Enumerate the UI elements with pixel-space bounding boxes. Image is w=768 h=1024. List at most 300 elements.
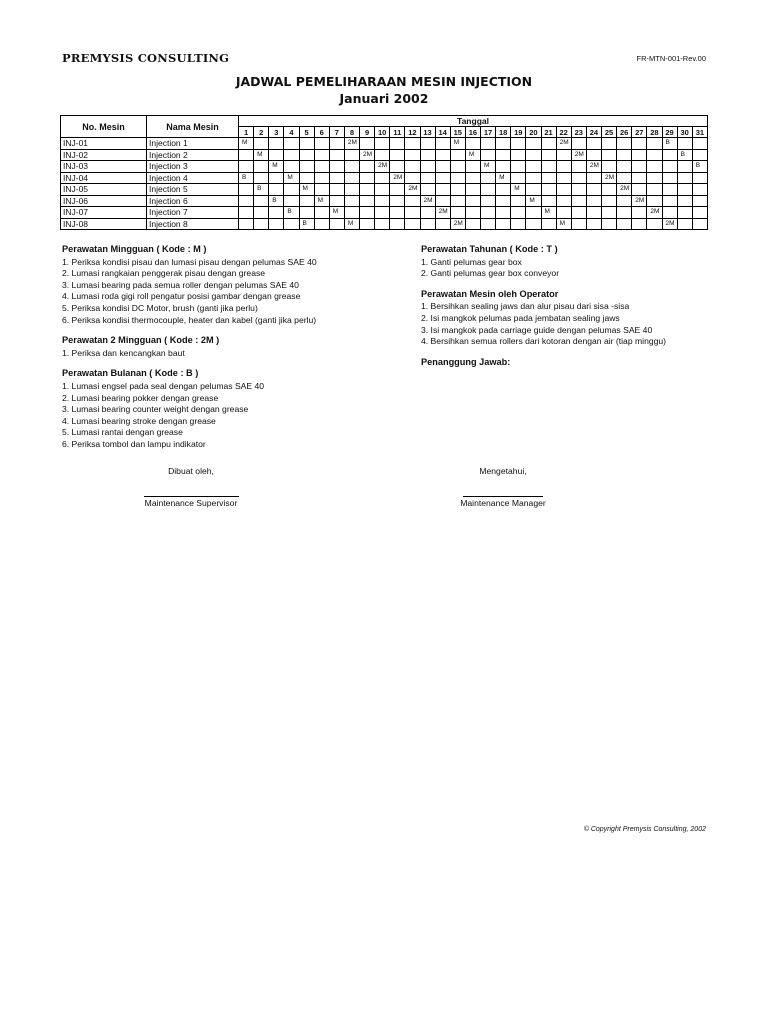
schedule-cell <box>420 138 435 150</box>
list-item: 6. Periksa kondisi thermocouple, heater dan kabel (ganti jika perlu) <box>62 314 317 325</box>
schedule-cell <box>677 172 692 184</box>
schedule-cell <box>526 184 541 196</box>
schedule-cell: M <box>511 184 526 196</box>
schedule-cell <box>692 138 707 150</box>
schedule-cell <box>647 172 662 184</box>
schedule-cell <box>314 184 329 196</box>
schedule-cell <box>647 161 662 173</box>
schedule-cell <box>254 138 269 150</box>
day-header: 18 <box>496 127 511 138</box>
schedule-cell <box>390 218 405 230</box>
schedule-cell <box>405 195 420 207</box>
schedule-cell <box>314 138 329 150</box>
schedule-cell <box>602 184 617 196</box>
schedule-cell <box>526 138 541 150</box>
schedule-cell <box>662 149 677 161</box>
machine-number: INJ-01 <box>61 138 147 150</box>
schedule-cell <box>571 195 586 207</box>
schedule-cell: 2M <box>450 218 465 230</box>
machine-number: INJ-04 <box>61 172 147 184</box>
table-row <box>61 138 708 150</box>
list-item: 2. Lumasi rangkaian penggerak pisau dengan grease <box>62 268 266 279</box>
schedule-cell <box>329 172 344 184</box>
schedule-cell <box>481 207 496 219</box>
schedule-cell <box>299 138 314 150</box>
section-heading: Perawatan Mingguan ( Kode : M ) <box>62 244 207 254</box>
day-header: 7 <box>329 127 344 138</box>
schedule-cell <box>511 172 526 184</box>
schedule-cell <box>632 138 647 150</box>
schedule-cell <box>496 184 511 196</box>
schedule-cell <box>299 149 314 161</box>
day-header: 9 <box>360 127 375 138</box>
document-number: FR-MTN-001-Rev.00 <box>636 54 706 63</box>
machine-number: INJ-08 <box>61 218 147 230</box>
day-header: 14 <box>435 127 450 138</box>
schedule-cell <box>586 138 601 150</box>
document-title: JADWAL PEMELIHARAAN MESIN INJECTION <box>235 74 533 89</box>
schedule-cell <box>556 172 571 184</box>
schedule-cell: 2M <box>390 172 405 184</box>
table-row <box>61 161 708 173</box>
copyright-notice: © Copyright Premysis Consulting, 2002 <box>583 826 706 833</box>
day-header: 8 <box>344 127 359 138</box>
schedule-cell <box>586 184 601 196</box>
section-heading: Penanggung Jawab: <box>421 356 511 367</box>
schedule-cell <box>269 184 284 196</box>
schedule-cell: 2M <box>556 138 571 150</box>
day-header: 24 <box>586 127 601 138</box>
table-row <box>61 207 708 219</box>
schedule-cell <box>571 207 586 219</box>
signature-line <box>463 496 543 497</box>
schedule-cell <box>360 138 375 150</box>
schedule-cell <box>526 218 541 230</box>
schedule-cell: 2M <box>435 207 450 219</box>
schedule-cell <box>602 218 617 230</box>
schedule-cell <box>632 161 647 173</box>
schedule-cell <box>375 149 390 161</box>
schedule-cell <box>677 195 692 207</box>
list-item: 5. Periksa kondisi DC Motor, brush (ganti jika perlu) <box>62 302 258 313</box>
schedule-cell <box>465 138 480 150</box>
schedule-cell <box>481 195 496 207</box>
schedule-cell <box>617 161 632 173</box>
schedule-cell <box>602 138 617 150</box>
schedule-cell <box>420 218 435 230</box>
schedule-cell <box>405 207 420 219</box>
header-tanggal: Tanggal <box>239 116 708 127</box>
schedule-cell <box>314 161 329 173</box>
schedule-cell <box>299 172 314 184</box>
maintenance-schedule-table <box>60 115 708 230</box>
instruction-section <box>421 244 666 280</box>
schedule-cell <box>405 161 420 173</box>
schedule-cell: M <box>299 184 314 196</box>
schedule-cell <box>541 172 556 184</box>
schedule-cell: M <box>329 207 344 219</box>
schedule-cell <box>677 218 692 230</box>
schedule-cell <box>344 161 359 173</box>
schedule-cell <box>284 184 299 196</box>
document-period: Januari 2002 <box>339 91 429 106</box>
schedule-cell <box>284 218 299 230</box>
schedule-cell <box>541 184 556 196</box>
day-header: 1 <box>239 127 254 138</box>
schedule-cell <box>450 161 465 173</box>
day-header: 3 <box>269 127 284 138</box>
schedule-cell <box>632 149 647 161</box>
section-heading: Perawatan 2 Mingguan ( Kode : 2M ) <box>62 335 220 346</box>
schedule-cell <box>647 195 662 207</box>
schedule-cell: 2M <box>617 184 632 196</box>
schedule-cell <box>541 218 556 230</box>
schedule-cell <box>329 138 344 150</box>
day-header: 31 <box>692 127 707 138</box>
schedule-cell <box>526 172 541 184</box>
machine-name: Injection 6 <box>147 195 239 207</box>
schedule-cell <box>420 207 435 219</box>
table-row <box>61 184 708 196</box>
schedule-cell <box>314 149 329 161</box>
list-item: 2. Ganti pelumas gear box conveyor <box>421 268 560 279</box>
schedule-cell <box>390 207 405 219</box>
list-item: 3. Isi mangkok pada carriage guide dengan pelumas SAE 40 <box>421 324 653 335</box>
machine-number: INJ-02 <box>61 149 147 161</box>
list-item: 5. Lumasi rantai dengan grease <box>62 427 183 438</box>
instruction-section <box>421 289 666 348</box>
schedule-cell <box>511 218 526 230</box>
schedule-cell: B <box>254 184 269 196</box>
day-header: 5 <box>299 127 314 138</box>
schedule-cell: M <box>526 195 541 207</box>
list-item: 2. Isi mangkok pelumas pada jembatan sealing jaws <box>421 312 620 323</box>
schedule-cell <box>632 184 647 196</box>
approved-by-role: Maintenance Manager <box>460 498 546 508</box>
schedule-cell <box>435 138 450 150</box>
schedule-cell: M <box>496 172 511 184</box>
schedule-cell <box>465 207 480 219</box>
schedule-cell <box>602 161 617 173</box>
schedule-cell <box>617 138 632 150</box>
schedule-cell <box>465 172 480 184</box>
schedule-cell <box>662 195 677 207</box>
machine-name: Injection 2 <box>147 149 239 161</box>
schedule-cell <box>465 195 480 207</box>
schedule-cell <box>360 172 375 184</box>
list-item: 4. Lumasi roda gigi roll pengatur posisi gambar dengan grease <box>62 291 301 302</box>
schedule-cell <box>390 184 405 196</box>
left-instructions <box>62 244 317 451</box>
schedule-cell <box>375 207 390 219</box>
schedule-cell: B <box>662 138 677 150</box>
schedule-cell <box>450 149 465 161</box>
schedule-cell <box>254 195 269 207</box>
schedule-cell <box>541 138 556 150</box>
schedule-cell <box>254 218 269 230</box>
schedule-cell: 2M <box>420 195 435 207</box>
list-item: 1. Bersihkan sealing jaws dan alur pisau dari sisa -sisa <box>421 301 630 312</box>
schedule-cell <box>269 172 284 184</box>
machine-number: INJ-06 <box>61 195 147 207</box>
schedule-cell <box>496 138 511 150</box>
schedule-cell <box>390 149 405 161</box>
schedule-cell <box>556 149 571 161</box>
schedule-cell <box>284 138 299 150</box>
schedule-cell <box>360 218 375 230</box>
schedule-cell <box>662 161 677 173</box>
schedule-cell <box>390 195 405 207</box>
machine-name: Injection 8 <box>147 218 239 230</box>
schedule-cell: B <box>269 195 284 207</box>
schedule-cell <box>405 172 420 184</box>
schedule-cell <box>284 161 299 173</box>
schedule-cell <box>662 184 677 196</box>
approved-by-label: Mengetahui, <box>479 466 527 476</box>
schedule-cell <box>405 138 420 150</box>
schedule-cell <box>677 138 692 150</box>
schedule-cell <box>420 184 435 196</box>
day-header: 12 <box>405 127 420 138</box>
schedule-cell <box>360 195 375 207</box>
schedule-cell <box>617 207 632 219</box>
table-row <box>61 195 708 207</box>
schedule-cell <box>239 149 254 161</box>
schedule-cell <box>375 172 390 184</box>
schedule-cell <box>481 149 496 161</box>
schedule-cell <box>465 161 480 173</box>
schedule-cell: 2M <box>647 207 662 219</box>
schedule-cell <box>390 138 405 150</box>
schedule-cell <box>269 207 284 219</box>
header-no-mesin: No. Mesin <box>61 116 147 138</box>
list-item: 4. Lumasi bearing stroke dengan grease <box>62 415 216 426</box>
schedule-cell <box>239 218 254 230</box>
schedule-cell: M <box>450 138 465 150</box>
schedule-cell <box>662 172 677 184</box>
instruction-section <box>62 368 317 450</box>
schedule-cell <box>617 172 632 184</box>
schedule-cell <box>541 161 556 173</box>
schedule-cell <box>496 207 511 219</box>
schedule-cell <box>541 149 556 161</box>
schedule-cell <box>360 161 375 173</box>
schedule-cell <box>526 149 541 161</box>
schedule-cell: B <box>692 161 707 173</box>
schedule-cell <box>692 195 707 207</box>
schedule-cell <box>360 184 375 196</box>
schedule-cell <box>329 195 344 207</box>
schedule-cell <box>511 161 526 173</box>
schedule-cell: 2M <box>632 195 647 207</box>
schedule-cell <box>314 172 329 184</box>
schedule-cell <box>299 195 314 207</box>
schedule-cell <box>617 195 632 207</box>
schedule-cell: M <box>254 149 269 161</box>
schedule-cell <box>329 218 344 230</box>
schedule-cell <box>481 218 496 230</box>
day-header: 11 <box>390 127 405 138</box>
machine-number: INJ-07 <box>61 207 147 219</box>
schedule-cell: B <box>677 149 692 161</box>
schedule-cell <box>586 207 601 219</box>
schedule-cell <box>435 184 450 196</box>
schedule-cell <box>647 138 662 150</box>
schedule-cell <box>556 184 571 196</box>
schedule-cell <box>571 184 586 196</box>
day-header: 4 <box>284 127 299 138</box>
schedule-cell <box>329 161 344 173</box>
day-header: 21 <box>541 127 556 138</box>
day-header: 23 <box>571 127 586 138</box>
schedule-cell <box>405 218 420 230</box>
day-header: 6 <box>314 127 329 138</box>
schedule-cell <box>496 218 511 230</box>
day-header: 2 <box>254 127 269 138</box>
schedule-cell: B <box>284 207 299 219</box>
day-header: 26 <box>617 127 632 138</box>
schedule-cell <box>375 195 390 207</box>
day-header: 17 <box>481 127 496 138</box>
schedule-cell <box>511 207 526 219</box>
schedule-cell <box>420 149 435 161</box>
schedule-cell <box>556 195 571 207</box>
schedule-cell: M <box>344 218 359 230</box>
schedule-cell <box>556 161 571 173</box>
schedule-cell <box>254 172 269 184</box>
schedule-cell <box>586 218 601 230</box>
schedule-cell <box>344 149 359 161</box>
schedule-cell <box>420 172 435 184</box>
day-header: 15 <box>450 127 465 138</box>
schedule-cell <box>526 161 541 173</box>
machine-name: Injection 4 <box>147 172 239 184</box>
schedule-cell <box>496 149 511 161</box>
schedule-cell <box>556 207 571 219</box>
schedule-cell: M <box>314 195 329 207</box>
schedule-cell: 2M <box>662 218 677 230</box>
machine-number: INJ-03 <box>61 161 147 173</box>
list-item: 1. Ganti pelumas gear box <box>421 256 522 267</box>
schedule-cell <box>602 195 617 207</box>
schedule-cell <box>571 138 586 150</box>
schedule-cell <box>420 161 435 173</box>
schedule-cell <box>481 138 496 150</box>
schedule-cell <box>511 149 526 161</box>
prepared-by-label: Dibuat oleh, <box>168 466 214 476</box>
schedule-cell <box>405 149 420 161</box>
schedule-cell <box>239 184 254 196</box>
section-heading: Perawatan Tahunan ( Kode : T ) <box>421 244 558 254</box>
schedule-cell <box>435 218 450 230</box>
day-header: 29 <box>662 127 677 138</box>
schedule-cell <box>344 172 359 184</box>
schedule-cell <box>435 172 450 184</box>
list-item: 3. Lumasi bearing pada semua roller dengan pelumas SAE 40 <box>62 279 299 290</box>
machine-name: Injection 7 <box>147 207 239 219</box>
schedule-cell <box>299 161 314 173</box>
instruction-section <box>421 357 666 369</box>
schedule-cell <box>617 149 632 161</box>
day-header: 22 <box>556 127 571 138</box>
schedule-cell: 2M <box>405 184 420 196</box>
approved-by-block <box>452 466 554 508</box>
list-item: 1. Periksa kondisi pisau dan lumasi pisau dengan pelumas SAE 40 <box>62 256 317 267</box>
schedule-cell <box>602 149 617 161</box>
schedule-cell <box>632 172 647 184</box>
schedule-cell <box>586 195 601 207</box>
day-header: 19 <box>511 127 526 138</box>
schedule-cell: 2M <box>602 172 617 184</box>
prepared-by-block <box>140 466 242 508</box>
instruction-section <box>62 335 317 359</box>
list-item: 1. Periksa dan kencangkan baut <box>62 347 185 358</box>
schedule-cell <box>450 195 465 207</box>
schedule-cell <box>677 207 692 219</box>
list-item: 3. Lumasi bearing counter weight dengan grease <box>62 404 249 415</box>
schedule-cell: 2M <box>586 161 601 173</box>
schedule-cell <box>314 207 329 219</box>
machine-name: Injection 5 <box>147 184 239 196</box>
schedule-cell: 2M <box>344 138 359 150</box>
header-nama-mesin: Nama Mesin <box>147 116 239 138</box>
day-header: 27 <box>632 127 647 138</box>
schedule-cell <box>526 207 541 219</box>
prepared-by-role: Maintenance Supervisor <box>144 498 238 508</box>
schedule-cell <box>329 184 344 196</box>
schedule-cell <box>692 207 707 219</box>
schedule-cell <box>632 218 647 230</box>
list-item: 6. Periksa tombol dan lampu indikator <box>62 438 206 449</box>
schedule-cell <box>269 138 284 150</box>
schedule-cell <box>586 172 601 184</box>
schedule-cell <box>299 207 314 219</box>
schedule-cell <box>677 161 692 173</box>
schedule-cell <box>239 161 254 173</box>
section-heading: Perawatan Bulanan ( Kode : B ) <box>62 368 199 379</box>
list-item: 1. Lumasi engsel pada seal dengan pelumas SAE 40 <box>62 380 265 391</box>
signature-line <box>144 496 239 497</box>
schedule-cell: B <box>299 218 314 230</box>
schedule-cell <box>375 138 390 150</box>
schedule-cell <box>254 207 269 219</box>
list-item: 4. Bersihkan semua rollers dari kotoran dengan air (tiap minggu) <box>421 336 667 347</box>
schedule-cell <box>692 149 707 161</box>
schedule-cell: M <box>465 149 480 161</box>
schedule-cell <box>692 218 707 230</box>
schedule-cell <box>602 207 617 219</box>
schedule-cell: M <box>284 172 299 184</box>
schedule-cell <box>647 184 662 196</box>
company-name: PREMYSIS CONSULTING <box>62 51 230 65</box>
section-heading: Perawatan Mesin oleh Operator <box>421 288 559 299</box>
schedule-cell <box>450 207 465 219</box>
table-row <box>61 218 708 230</box>
schedule-cell: 2M <box>360 149 375 161</box>
schedule-cell <box>571 218 586 230</box>
machine-name: Injection 3 <box>147 161 239 173</box>
schedule-cell: M <box>481 161 496 173</box>
schedule-cell <box>344 184 359 196</box>
schedule-cell <box>496 195 511 207</box>
schedule-cell <box>450 172 465 184</box>
schedule-cell <box>465 218 480 230</box>
schedule-cell: M <box>541 207 556 219</box>
schedule-cell <box>284 149 299 161</box>
table-row <box>61 149 708 161</box>
schedule-cell <box>511 195 526 207</box>
machine-name: Injection 1 <box>147 138 239 150</box>
